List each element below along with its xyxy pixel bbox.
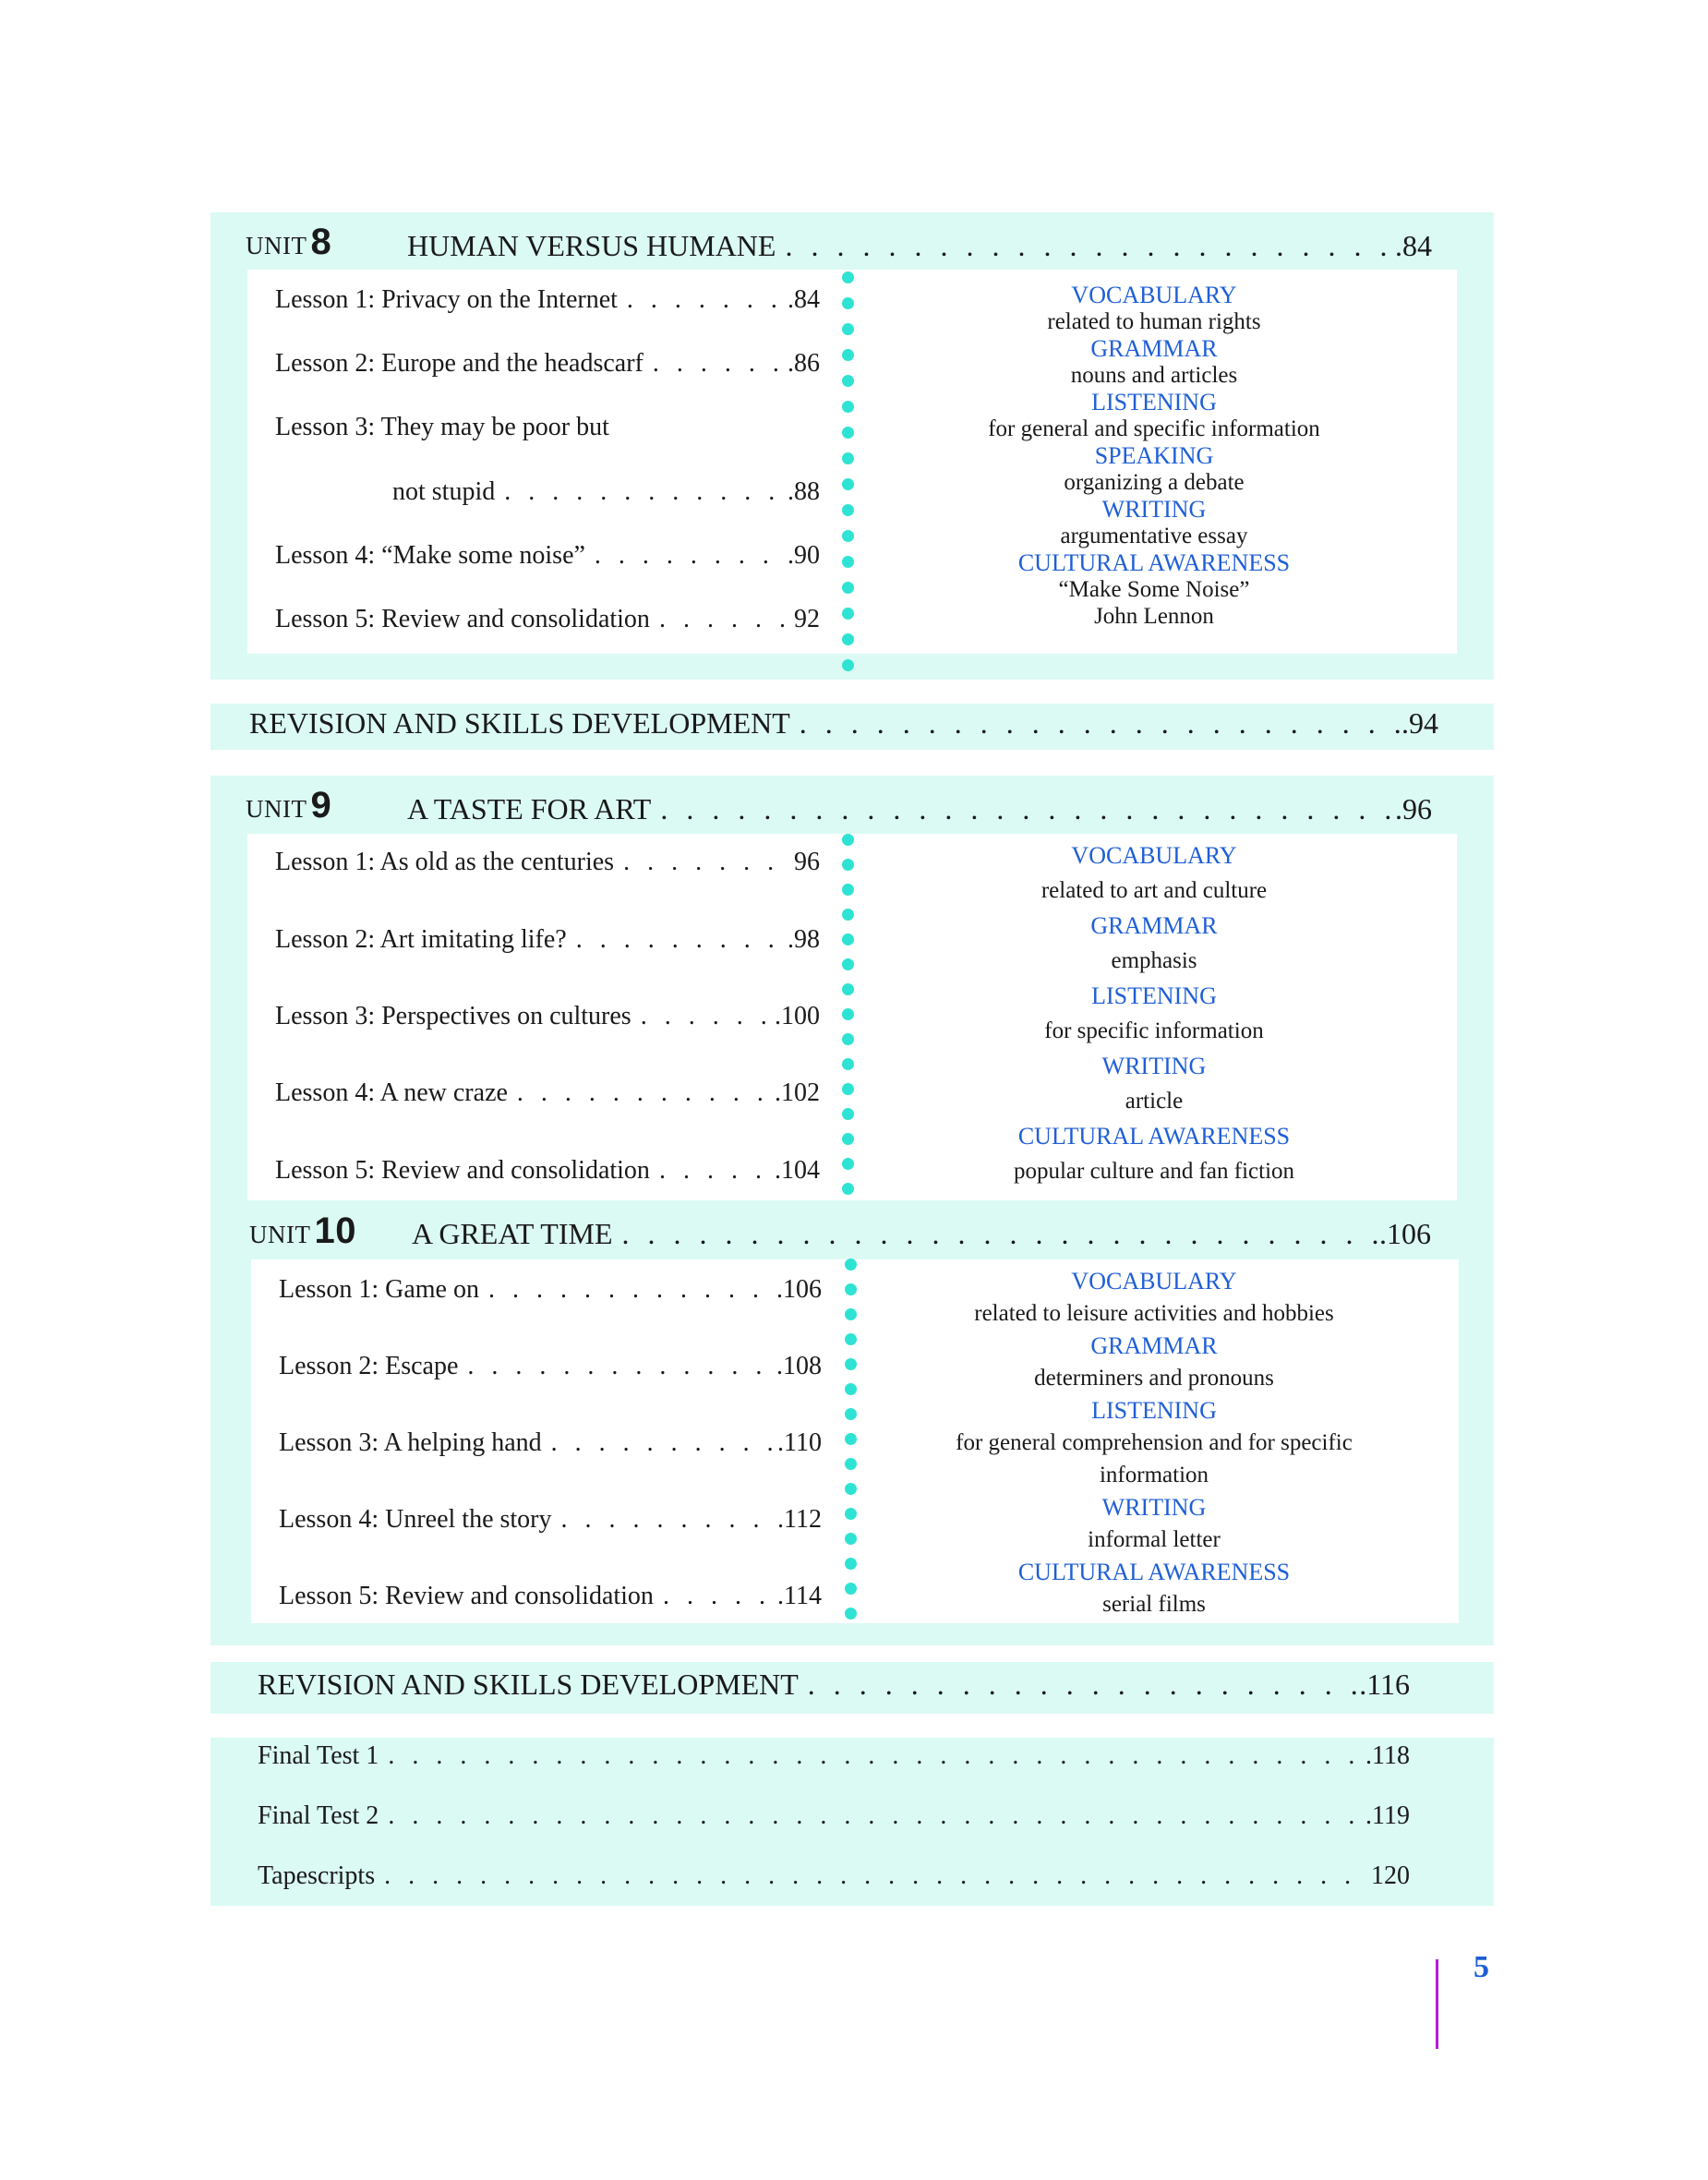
leader-dots (641, 1002, 773, 1031)
skill-text: related to art and culture (1040, 878, 1268, 903)
leader-dots (388, 1801, 1364, 1831)
leader-dots (622, 1217, 1378, 1251)
leader-dots (488, 1275, 775, 1305)
skill-heading: SPEAKING (1094, 442, 1214, 469)
page-ref: .94 (1401, 706, 1438, 740)
page-ref: .119 (1365, 1801, 1410, 1830)
leader-dots (627, 285, 786, 315)
skill-heading: GRAMMAR (1090, 912, 1218, 939)
page-number-bar (1436, 1959, 1438, 2049)
page-ref: .114 (777, 1582, 822, 1610)
unit-number: 9 (310, 785, 332, 825)
skill-heading: WRITING (1101, 1053, 1207, 1079)
page-ref: .116 (1359, 1668, 1410, 1701)
lesson-entry[interactable] (275, 285, 820, 315)
skill-text: emphasis (1111, 948, 1197, 973)
leader-dots (653, 349, 786, 379)
leader-dots (467, 1352, 775, 1381)
lesson-title: not stupid (392, 477, 496, 506)
unit10-label (249, 1210, 356, 1252)
lesson-title: Lesson 3: Perspectives on cultures (275, 1002, 631, 1030)
dotted-divider (842, 271, 855, 671)
page-ref: .104 (775, 1156, 820, 1185)
skill-text: related to human rights (1047, 309, 1261, 334)
dotted-divider (842, 834, 855, 1195)
unit10-title-entry[interactable] (412, 1217, 1431, 1251)
leader-dots (663, 1582, 776, 1611)
page-ref: .110 (777, 1428, 822, 1457)
revision-title: REVISION AND SKILLS DEVELOPMENT (258, 1668, 799, 1701)
lesson-entry[interactable] (275, 605, 820, 634)
leader-dots (785, 229, 1393, 263)
leader-dots (388, 1741, 1364, 1771)
page-ref: .90 (788, 541, 820, 570)
skill-text: for specific information (1044, 1018, 1264, 1043)
skill-heading: CULTURAL AWARENESS (1017, 1559, 1291, 1585)
revision-title: REVISION AND SKILLS DEVELOPMENT (249, 706, 790, 740)
lesson-title: Lesson 5: Review and consolidation (275, 605, 650, 633)
unit8-label (246, 222, 331, 263)
revision-entry[interactable] (249, 706, 1438, 741)
leader-dots (808, 1668, 1357, 1702)
lesson-title: Lesson 1: Game on (279, 1275, 479, 1304)
final-entry[interactable] (258, 1741, 1410, 1771)
leader-dots (659, 1156, 773, 1186)
unit-title: A TASTE FOR ART (407, 792, 652, 825)
unit8-skills (868, 282, 1440, 630)
leader-dots (384, 1861, 1369, 1891)
skill-heading: GRAMMAR (1090, 335, 1218, 362)
unit9-label (246, 785, 331, 826)
skill-text: informal letter (1088, 1527, 1221, 1552)
skill-heading: WRITING (1101, 1494, 1207, 1521)
leader-dots (660, 792, 1393, 826)
page-ref: 120 (1371, 1861, 1410, 1890)
page-ref: .84 (788, 285, 820, 314)
lesson-title: Lesson 4: A new craze (275, 1078, 508, 1107)
page-number: 5 (1473, 1950, 1489, 1984)
revision-entry[interactable] (258, 1668, 1410, 1702)
skill-text: information (1099, 1463, 1209, 1487)
lesson-title: Lesson 2: Europe and the headscarf (275, 349, 644, 378)
skill-text: popular culture and fan fiction (1013, 1159, 1295, 1184)
lesson-entry[interactable] (275, 1002, 820, 1031)
skill-heading: LISTENING (1091, 982, 1217, 1009)
lesson-entry[interactable] (275, 541, 820, 571)
page-ref: .106 (1379, 1217, 1431, 1250)
skill-text: argumentative essay (1060, 524, 1248, 548)
page-ref: .96 (1395, 792, 1432, 825)
skill-heading: VOCABULARY (1071, 282, 1237, 308)
lesson-entry[interactable] (279, 1352, 822, 1381)
lesson-title: Lesson 1: Privacy on the Internet (275, 285, 618, 314)
lesson-entry[interactable] (275, 349, 820, 379)
skill-text: article (1125, 1089, 1184, 1114)
lesson-entry[interactable] (275, 1078, 820, 1108)
page-ref: .108 (776, 1352, 822, 1380)
skill-text: “Make Some Noise” (1058, 577, 1250, 602)
unit-word: UNIT (246, 232, 307, 259)
lesson-title: Lesson 2: Escape (279, 1352, 459, 1380)
skill-heading: VOCABULARY (1071, 1268, 1237, 1295)
skill-heading: LISTENING (1091, 1397, 1217, 1424)
page-ref: .88 (788, 477, 820, 506)
skill-heading: VOCABULARY (1071, 842, 1237, 869)
page-ref: .118 (1365, 1741, 1410, 1770)
leader-dots (576, 925, 786, 955)
leader-dots (517, 1078, 773, 1108)
leader-dots (659, 605, 792, 634)
unit9-title-entry[interactable] (407, 792, 1432, 826)
lesson-title: Lesson 4: “Make some noise” (275, 541, 585, 570)
skill-text: for general and specific information (988, 416, 1320, 441)
lesson-title: Lesson 3: A helping hand (279, 1428, 542, 1457)
lesson-entry[interactable] (275, 925, 820, 955)
entry-title: Final Test 1 (258, 1741, 379, 1770)
dotted-divider (845, 1259, 858, 1620)
lesson-entry[interactable] (279, 1428, 822, 1458)
skill-text: organizing a debate (1064, 470, 1245, 495)
lesson-entry[interactable] (279, 1505, 822, 1535)
lesson-entry[interactable]: Lesson 3: They may be poor but (275, 413, 609, 441)
leader-dots (623, 848, 792, 877)
leader-dots (551, 1428, 776, 1458)
skill-heading: LISTENING (1091, 389, 1217, 416)
skill-heading: CULTURAL AWARENESS (1017, 549, 1291, 576)
unit-number: 10 (314, 1210, 356, 1251)
page-ref: .84 (1395, 229, 1432, 262)
unit-word: UNIT (249, 1221, 311, 1248)
skill-text: John Lennon (1094, 604, 1214, 629)
unit-title: A GREAT TIME (412, 1217, 613, 1250)
final-entry[interactable] (258, 1861, 1410, 1891)
leader-dots (800, 706, 1400, 741)
lesson-title: Lesson 2: Art imitating life? (275, 925, 567, 954)
final-entry[interactable] (258, 1801, 1410, 1831)
lesson-entry[interactable] (279, 1582, 822, 1611)
entry-title: Final Test 2 (258, 1801, 379, 1830)
skill-heading: GRAMMAR (1090, 1332, 1218, 1359)
skill-text: serial films (1102, 1592, 1206, 1617)
page-ref: .100 (775, 1002, 820, 1030)
unit8-title-entry[interactable] (407, 229, 1432, 263)
unit-number: 8 (310, 222, 332, 262)
leader-dots (595, 541, 786, 571)
page-ref: 92 (794, 605, 820, 633)
lesson-title: Lesson 4: Unreel the story (279, 1505, 552, 1534)
page-ref: .112 (777, 1505, 822, 1534)
lesson-entry-continued[interactable] (392, 477, 820, 507)
page-ref: .102 (775, 1078, 820, 1107)
skill-heading: WRITING (1101, 496, 1207, 523)
unit-word: UNIT (246, 795, 307, 823)
unit10-skills (868, 1265, 1440, 1620)
leader-dots (504, 477, 786, 507)
lesson-title: Lesson 5: Review and consolidation (275, 1156, 650, 1185)
lesson-title: Lesson 5: Review and consolidation (279, 1582, 654, 1610)
lesson-entry[interactable] (275, 848, 820, 877)
lesson-entry[interactable] (275, 1156, 820, 1186)
page-ref: .98 (788, 925, 820, 954)
page-ref: 96 (794, 848, 820, 876)
unit9-skills (868, 842, 1440, 1185)
unit-title: HUMAN VERSUS HUMANE (407, 229, 776, 262)
lesson-title: Lesson 1: As old as the centuries (275, 848, 615, 876)
skill-text: related to leisure activities and hobbies (974, 1301, 1334, 1326)
leader-dots (561, 1505, 776, 1535)
skill-text: for general comprehension and for specific (956, 1430, 1353, 1455)
page-ref: .86 (788, 349, 820, 378)
skill-text: nouns and articles (1070, 363, 1238, 388)
page-ref: .106 (776, 1275, 822, 1304)
skill-heading: CULTURAL AWARENESS (1017, 1123, 1291, 1150)
lesson-entry[interactable] (279, 1275, 822, 1305)
entry-title: Tapescripts (258, 1861, 376, 1890)
skill-text: determiners and pronouns (1034, 1366, 1274, 1391)
